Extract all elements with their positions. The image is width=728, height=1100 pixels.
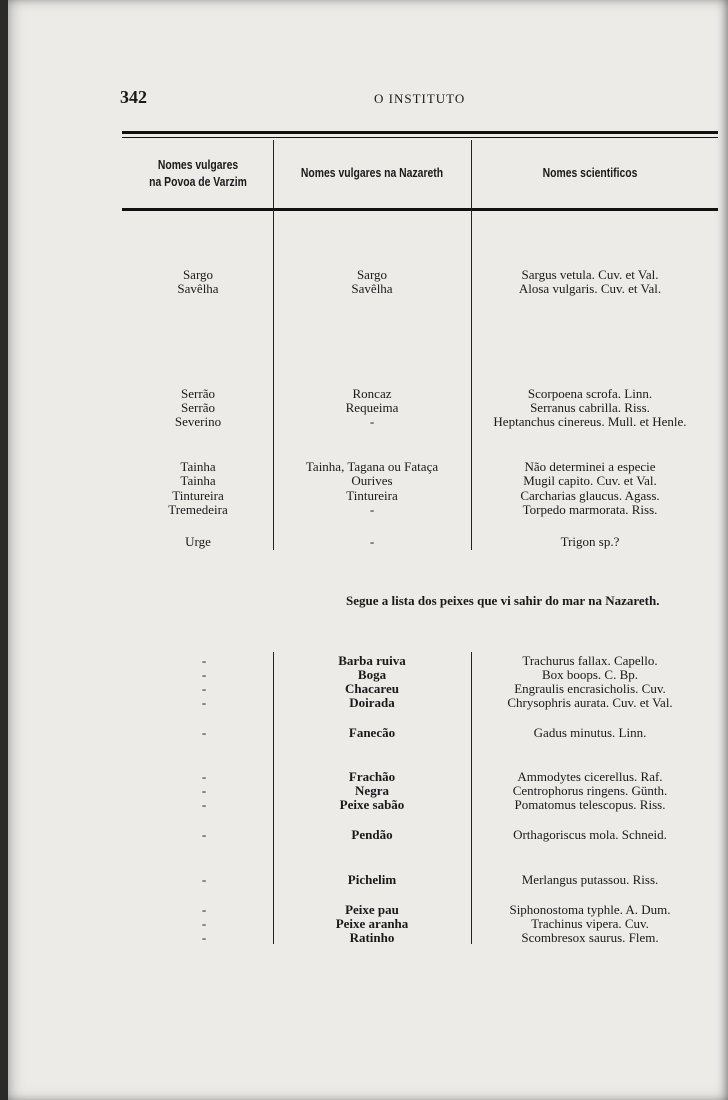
row-8-common-nazareth: -: [369, 502, 375, 517]
row-3-scientific: Serranus cabrilla. Riss.: [530, 400, 650, 415]
row-1-common-nazareth: Savêlha: [351, 281, 393, 296]
row2-3-scientific: Chrysophris aurata. Cuv. et Val.: [507, 695, 673, 710]
row-7-common-povoa: Tintureira: [172, 488, 224, 503]
row2-2-scientific: Engraulis encrasicholis. Cuv.: [514, 681, 666, 696]
header-bottom-rule: [122, 208, 718, 211]
row2-9-scientific: Merlangus putassou. Riss.: [521, 872, 659, 887]
row2-0-common-povoa: -: [201, 653, 207, 668]
row2-7-common-nazareth: Peixe sabão: [339, 797, 405, 812]
row2-12-common-povoa: -: [201, 930, 207, 945]
row-6-common-povoa: Tainha: [180, 473, 216, 488]
row2-10-scientific: Siphonostoma typhle. A. Dum.: [509, 902, 671, 917]
row-9-common-povoa: Urge: [185, 534, 211, 549]
col1-header-line2: na Povoa de Varzim: [149, 174, 247, 189]
row2-3-common-povoa: -: [201, 695, 207, 710]
row2-6-common-nazareth: Negra: [355, 783, 389, 798]
row2-12-scientific: Scombresox saurus. Flem.: [521, 930, 659, 945]
row-0-scientific: Sargus vetula. Cuv. et Val.: [521, 267, 659, 282]
row2-11-common-povoa: -: [201, 916, 207, 931]
col1-header: [134, 156, 262, 190]
running-title: O INSTITUTO: [374, 91, 466, 106]
col3-header: Nomes scientificos: [542, 165, 638, 180]
row2-1-common-nazareth: Boga: [357, 667, 387, 682]
row2-12-common-nazareth: Ratinho: [349, 930, 395, 945]
row2-7-scientific: Pomatomus telescopus. Riss.: [514, 797, 666, 812]
row-4-common-povoa: Severino: [174, 414, 222, 429]
col2-header: Nomes vulgares na Nazareth: [300, 165, 444, 180]
row2-1-common-povoa: -: [201, 667, 207, 682]
row-2-scientific: Scorpoena scrofa. Linn.: [527, 386, 653, 401]
row2-5-common-povoa: -: [201, 769, 207, 784]
section-caption: Segue a lista dos peixes que vi sahir do mar na Nazareth.: [346, 593, 660, 608]
col1-header-line1: Nomes vulgares: [157, 157, 239, 172]
row-7-scientific: Carcharias glaucus. Agass.: [520, 488, 660, 503]
row2-5-common-nazareth: Frachão: [348, 769, 396, 784]
row2-8-common-povoa: -: [201, 827, 207, 842]
row2-9-common-povoa: -: [201, 872, 207, 887]
row2-7-common-povoa: -: [201, 797, 207, 812]
row2-4-common-povoa: -: [201, 725, 207, 740]
row-1-common-povoa: Savêlha: [177, 281, 219, 296]
table-top-rule: [122, 131, 718, 134]
row-4-scientific: Heptanchus cinereus. Mull. et Henle.: [493, 414, 687, 429]
row-2-common-povoa: Serrão: [181, 386, 215, 401]
row2-0-common-nazareth: Barba ruiva: [338, 653, 406, 668]
row2-8-scientific: Orthagoriscus mola. Schneid.: [513, 827, 667, 842]
row2-8-common-nazareth: Pendão: [351, 827, 393, 842]
row2-2-common-povoa: -: [201, 681, 207, 696]
row-7-common-nazareth: Tintureira: [346, 488, 398, 503]
row-6-scientific: Mugil capito. Cuv. et Val.: [523, 473, 657, 488]
row2-4-scientific: Gadus minutus. Linn.: [533, 725, 647, 740]
row-5-scientific: Não determinei a especie: [524, 459, 656, 474]
row2-3-common-nazareth: Doirada: [349, 695, 395, 710]
row2-10-common-nazareth: Peixe pau: [345, 902, 399, 917]
row-1-scientific: Alosa vulgaris. Cuv. et Val.: [518, 281, 662, 296]
row-0-common-nazareth: Sargo: [356, 267, 388, 282]
row-8-scientific: Torpedo marmorata. Riss.: [522, 502, 658, 517]
row-8-common-povoa: Tremedeira: [168, 502, 228, 517]
row2-6-scientific: Centrophorus ringens. Günth.: [512, 783, 668, 798]
row2-9-common-nazareth: Pichelim: [347, 872, 397, 887]
row-2-common-nazareth: Roncaz: [352, 386, 392, 401]
row2-6-common-povoa: -: [201, 783, 207, 798]
row-9-common-nazareth: -: [369, 534, 375, 549]
row2-11-scientific: Trachinus vipera. Cuv.: [531, 916, 649, 931]
row-3-common-nazareth: Requeima: [345, 400, 399, 415]
row2-4-common-nazareth: Fanecão: [348, 725, 396, 740]
row-3-common-povoa: Serrão: [181, 400, 215, 415]
row-4-common-nazareth: -: [369, 414, 375, 429]
row-0-common-povoa: Sargo: [182, 267, 214, 282]
row-5-common-nazareth: Tainha, Tagana ou Fataça: [305, 459, 439, 474]
page-number: 342: [120, 87, 147, 107]
row2-1-scientific: Box boops. C. Bp.: [541, 667, 639, 682]
row-5-common-povoa: Tainha: [180, 459, 216, 474]
table-top-rule-thin: [122, 137, 718, 138]
row2-11-common-nazareth: Peixe aranha: [335, 916, 409, 931]
scan-edge: [0, 0, 8, 1100]
row-6-common-nazareth: Ourives: [351, 473, 393, 488]
row2-2-common-nazareth: Chacareu: [345, 681, 399, 696]
row2-10-common-povoa: -: [201, 902, 207, 917]
row2-5-scientific: Ammodytes cicerellus. Raf.: [517, 769, 663, 784]
row-9-scientific: Trigon sp.?: [560, 534, 620, 549]
row2-0-scientific: Trachurus fallax. Capello.: [522, 653, 658, 668]
